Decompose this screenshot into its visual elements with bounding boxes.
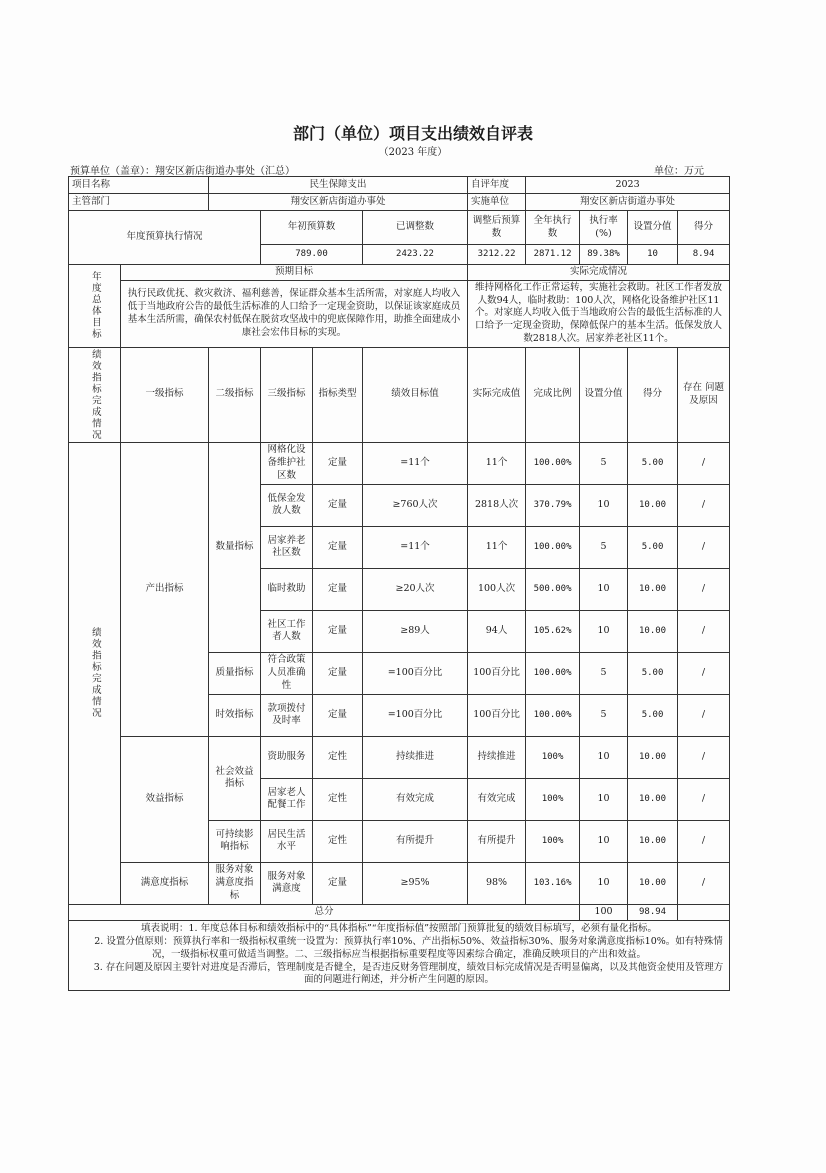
score: 5.00: [628, 526, 678, 568]
level3: 网格化设备维护社区数: [261, 442, 313, 484]
target-value: ≥20人次: [363, 568, 468, 610]
indicator-type: 定量: [313, 442, 363, 484]
level2-sustainable: 可持续影响指标: [209, 820, 261, 862]
actual-value: 11个: [468, 526, 526, 568]
indicator-type: 定量: [313, 652, 363, 694]
goal-actual-text: 维持网格化工作正常运转，实施社会救助。社区工作者发放人数94人，临时救助：100人次，网格化设备维护社区11个。对家庭人均收入低于当地政府公告的最低生活标准的人口给予一定现金资助，保障低保户的基本生活。低保发放人数2818人次。居家养老社区11个。: [468, 280, 730, 347]
perf-side-label: 绩效指标完成情况: [89, 627, 101, 720]
note-3: 3. 存在问题及原因主要针对进度是否滞后，管理制度是否健全，是否违反财务管理制度，绩效目标完成情况是否明显偏离，以及其他资金使用及管理方面的问题进行阐述，并分析产生问题的原因。: [93, 961, 724, 986]
level3: 服务对象满意度: [261, 862, 313, 904]
notes-cell: [69, 920, 730, 990]
level3: 款项拨付及时率: [261, 694, 313, 736]
level3: 社区工作者人数: [261, 610, 313, 652]
perf-header: 完成比例: [526, 347, 580, 442]
weight: 10: [580, 736, 628, 778]
perf-header: 得分: [628, 347, 678, 442]
issue: /: [678, 526, 730, 568]
project-name-label: 项目名称: [69, 177, 209, 194]
score: 10.00: [628, 568, 678, 610]
table-row: [69, 736, 730, 778]
budget-value: 89.38%: [580, 245, 628, 265]
budget-header-row: [69, 211, 730, 245]
level3: 居民生活水平: [261, 820, 313, 862]
level1-benefit: 效益指标: [121, 736, 209, 862]
score: 10.00: [628, 736, 678, 778]
weight: 5: [580, 442, 628, 484]
indicator-type: 定量: [313, 862, 363, 904]
perf-header-row: [69, 347, 730, 442]
score: 10.00: [628, 484, 678, 526]
actual-value: 94人: [468, 610, 526, 652]
actual-value: 有效完成: [468, 778, 526, 820]
currency-unit: 单位：万元: [654, 166, 704, 177]
target-value: =100百分比: [363, 652, 468, 694]
budget-header: 年初预算数: [261, 211, 363, 245]
weight: 5: [580, 652, 628, 694]
perf-side-label-cell: [69, 442, 121, 904]
budget-unit: 预算单位（盖章）：翔安区新店街道办事处（汇总）: [70, 166, 295, 177]
actual-value: 有所提升: [468, 820, 526, 862]
actual-value: 98%: [468, 862, 526, 904]
issue: /: [678, 610, 730, 652]
level2-satisfaction: 服务对象满意度指标: [209, 862, 261, 904]
issue: /: [678, 652, 730, 694]
indicator-type: 定量: [313, 526, 363, 568]
indicator-type: 定性: [313, 778, 363, 820]
level1-output: 产出指标: [121, 442, 209, 736]
budget-value: 8.94: [678, 245, 730, 265]
ratio: 500.00%: [526, 568, 580, 610]
budget-value: 2871.12: [526, 245, 580, 265]
score: 10.00: [628, 610, 678, 652]
budget-value: 10: [628, 245, 678, 265]
issue: /: [678, 778, 730, 820]
score: 10.00: [628, 778, 678, 820]
target-value: 有效完成: [363, 778, 468, 820]
perf-label-cell: [69, 347, 121, 442]
project-name-row: [69, 177, 730, 194]
perf-header: 三级指标: [261, 347, 313, 442]
page-title: 部门（单位）项目支出绩效自评表: [292, 124, 533, 143]
ratio: 103.16%: [526, 862, 580, 904]
budget-header: 得分: [678, 211, 730, 245]
goal-label: 年度总体目标: [89, 271, 101, 341]
level3: 居家老人配餐工作: [261, 778, 313, 820]
budget-header: 设置分值: [628, 211, 678, 245]
actual-value: 100百分比: [468, 652, 526, 694]
target-value: ≥760人次: [363, 484, 468, 526]
issue: /: [678, 694, 730, 736]
level2-social: 社会效益指标: [209, 736, 261, 820]
indicator-type: 定量: [313, 694, 363, 736]
goal-actual-label: 实际完成情况: [468, 265, 730, 281]
weight: 10: [580, 484, 628, 526]
project-name-value: 民生保障支出: [209, 177, 468, 194]
weight: 5: [580, 526, 628, 568]
level3: 低保金发放人数: [261, 484, 313, 526]
budget-header: 执行率(%): [580, 211, 628, 245]
score: 10.00: [628, 820, 678, 862]
total-label: 总分: [69, 904, 580, 920]
issue: /: [678, 820, 730, 862]
total-row: [69, 904, 730, 920]
issue: /: [678, 568, 730, 610]
target-value: 持续推进: [363, 736, 468, 778]
note-1: 填表说明：1. 年度总体目标和绩效指标中的“具体指标”“年度指标值”按照部门预算批复的绩效目标填写，必须有量化指标。: [141, 923, 658, 935]
budget-header: 全年执行数: [526, 211, 580, 245]
target-value: =100百分比: [363, 694, 468, 736]
dept-label: 主管部门: [69, 194, 209, 211]
weight: 10: [580, 778, 628, 820]
impl-unit-label: 实施单位: [468, 194, 526, 211]
issue: /: [678, 862, 730, 904]
ratio: 100.00%: [526, 442, 580, 484]
actual-value: 100百分比: [468, 694, 526, 736]
perf-header: 实际完成值: [468, 347, 526, 442]
issue: /: [678, 484, 730, 526]
score: 5.00: [628, 694, 678, 736]
target-value: =11个: [363, 442, 468, 484]
actual-value: 100人次: [468, 568, 526, 610]
score: 5.00: [628, 652, 678, 694]
actual-value: 2818人次: [468, 484, 526, 526]
weight: 10: [580, 862, 628, 904]
level3: 临时救助: [261, 568, 313, 610]
perf-header: 存在 问题及原因: [678, 347, 730, 442]
level2-timeliness: 时效指标: [209, 694, 261, 736]
table-row: [69, 862, 730, 904]
target-value: ≥95%: [363, 862, 468, 904]
budget-header: 已调整数: [363, 211, 468, 245]
goal-header-row: [69, 265, 730, 281]
perf-header: 二级指标: [209, 347, 261, 442]
ratio: 100.00%: [526, 652, 580, 694]
perf-header: 设置分值: [580, 347, 628, 442]
perf-header-label: 绩效指标完成情况: [89, 348, 101, 441]
issue: /: [678, 736, 730, 778]
level3: 居家养老社区数: [261, 526, 313, 568]
indicator-type: 定性: [313, 736, 363, 778]
total-weight: 100: [580, 904, 628, 920]
notes-row: [69, 920, 730, 990]
ratio: 100.00%: [526, 694, 580, 736]
level3: 资助服务: [261, 736, 313, 778]
level2-quantity: 数量指标: [209, 442, 261, 652]
self-evaluation-table: [68, 176, 730, 991]
total-issue: [678, 904, 730, 920]
indicator-type: 定量: [313, 484, 363, 526]
dept-value: 翔安区新店街道办事处: [209, 194, 468, 211]
goal-label-cell: [69, 265, 121, 348]
ratio: 370.79%: [526, 484, 580, 526]
budget-value: 2423.22: [363, 245, 468, 265]
level3: 符合政策人员准确性: [261, 652, 313, 694]
weight: 5: [580, 694, 628, 736]
budget-exec-label: 年度预算执行情况: [69, 211, 261, 265]
impl-unit-value: 翔安区新店街道办事处: [526, 194, 730, 211]
perf-header: 一级指标: [121, 347, 209, 442]
actual-value: 11个: [468, 442, 526, 484]
ratio: 100%: [526, 820, 580, 862]
note-2: 2. 设置分值原则：预算执行率和一级指标权重统一设置为：预算执行率10%、产出指标50%、效益指标30%、服务对象满意度指标10%。如有特殊情况，一级指标权重可做适当调整。二、三级指标应当根据指标重要程度等因素综合确定，准确反映项目的产出和效益。: [94, 935, 723, 960]
target-value: =11个: [363, 526, 468, 568]
page-subtitle: （2023 年度）: [378, 147, 448, 158]
indicator-type: 定量: [313, 610, 363, 652]
target-value: ≥89人: [363, 610, 468, 652]
indicator-type: 定量: [313, 568, 363, 610]
weight: 10: [580, 820, 628, 862]
ratio: 100%: [526, 778, 580, 820]
weight: 10: [580, 568, 628, 610]
goal-content-row: [69, 280, 730, 347]
self-eval-year-label: 自评年度: [468, 177, 526, 194]
goal-expected-label: 预期目标: [121, 265, 468, 281]
budget-value: 789.00: [261, 245, 363, 265]
perf-header: 绩效目标值: [363, 347, 468, 442]
department-row: [69, 194, 730, 211]
budget-value: 3212.22: [468, 245, 526, 265]
indicator-type: 定性: [313, 820, 363, 862]
score: 10.00: [628, 862, 678, 904]
level2-quality: 质量指标: [209, 652, 261, 694]
ratio: 105.62%: [526, 610, 580, 652]
ratio: 100%: [526, 736, 580, 778]
target-value: 有所提升: [363, 820, 468, 862]
perf-header: 指标类型: [313, 347, 363, 442]
score: 5.00: [628, 442, 678, 484]
actual-value: 持续推进: [468, 736, 526, 778]
level1-satisfaction: 满意度指标: [121, 862, 209, 904]
issue: /: [678, 442, 730, 484]
ratio: 100.00%: [526, 526, 580, 568]
total-score: 98.94: [628, 904, 678, 920]
goal-expected-text: 执行民政优抚、救灾救济、福利慈善，保证群众基本生活所需，对家庭人均收入低于当地政府公告的最低生活标准的人口给予一定现金资助，以保证该家庭成员基本生活所需，确保农村低保在脱贫攻坚战中的兜底保障作用，助推全面建成小康社会宏伟目标的实现。: [121, 280, 468, 347]
weight: 10: [580, 610, 628, 652]
table-row: [69, 442, 730, 484]
self-eval-year-value: 2023: [526, 177, 730, 194]
budget-header: 调整后预算数: [468, 211, 526, 245]
